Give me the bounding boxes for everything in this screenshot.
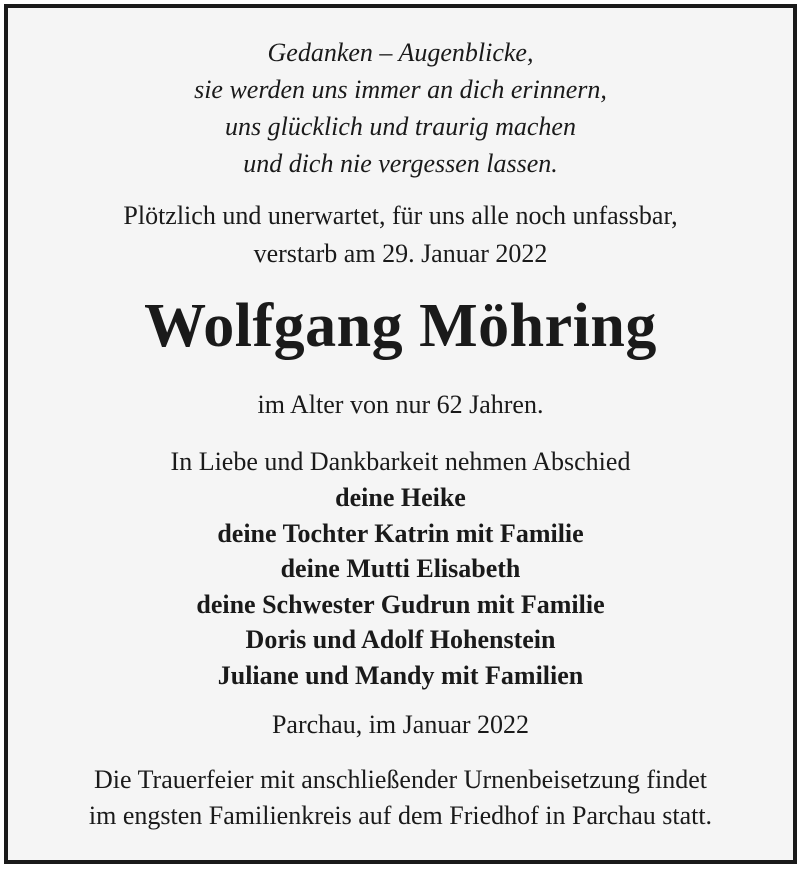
deceased-name: Wolfgang Möhring <box>144 292 657 360</box>
farewell-statement: In Liebe und Dankbarkeit nehmen Abschied <box>170 447 631 476</box>
mourner-entry: deine Schwester Gudrun mit Familie <box>196 589 605 619</box>
age-statement: im Alter von nur 62 Jahren. <box>257 390 544 419</box>
announcement-line: verstarb am 29. Januar 2022 <box>253 239 548 268</box>
mourner-entry: Juliane und Mandy mit Familien <box>217 660 584 690</box>
death-announcement <box>8 197 793 273</box>
obituary-notice <box>4 4 797 864</box>
poem-line: und dich nie vergessen lassen. <box>243 149 558 178</box>
place-and-date: Parchau, im Januar 2022 <box>271 710 530 739</box>
announcement-line: Plötzlich und unerwartet, für uns alle noch unfassbar, <box>123 201 678 230</box>
funeral-line: im engsten Familienkreis auf dem Friedhof in Parchau statt. <box>88 801 713 830</box>
mourner-entry: Doris und Adolf Hohenstein <box>245 625 556 654</box>
funeral-information <box>8 762 793 834</box>
mourner-entry: deine Heike <box>335 483 466 512</box>
mourner-entry: deine Tochter Katrin mit Familie <box>217 518 584 548</box>
mourner-entry: deine Mutti Elisabeth <box>280 554 521 583</box>
mourners-list <box>8 480 793 693</box>
memorial-poem <box>8 34 793 182</box>
poem-line: sie werden uns immer an dich erinnern, <box>194 75 607 104</box>
poem-line: Gedanken – Augenblicke, <box>267 38 534 67</box>
funeral-line: Die Trauerfeier mit anschließender Urnenbeisetzung findet <box>94 765 707 794</box>
poem-line: uns glücklich und traurig machen <box>225 112 576 141</box>
